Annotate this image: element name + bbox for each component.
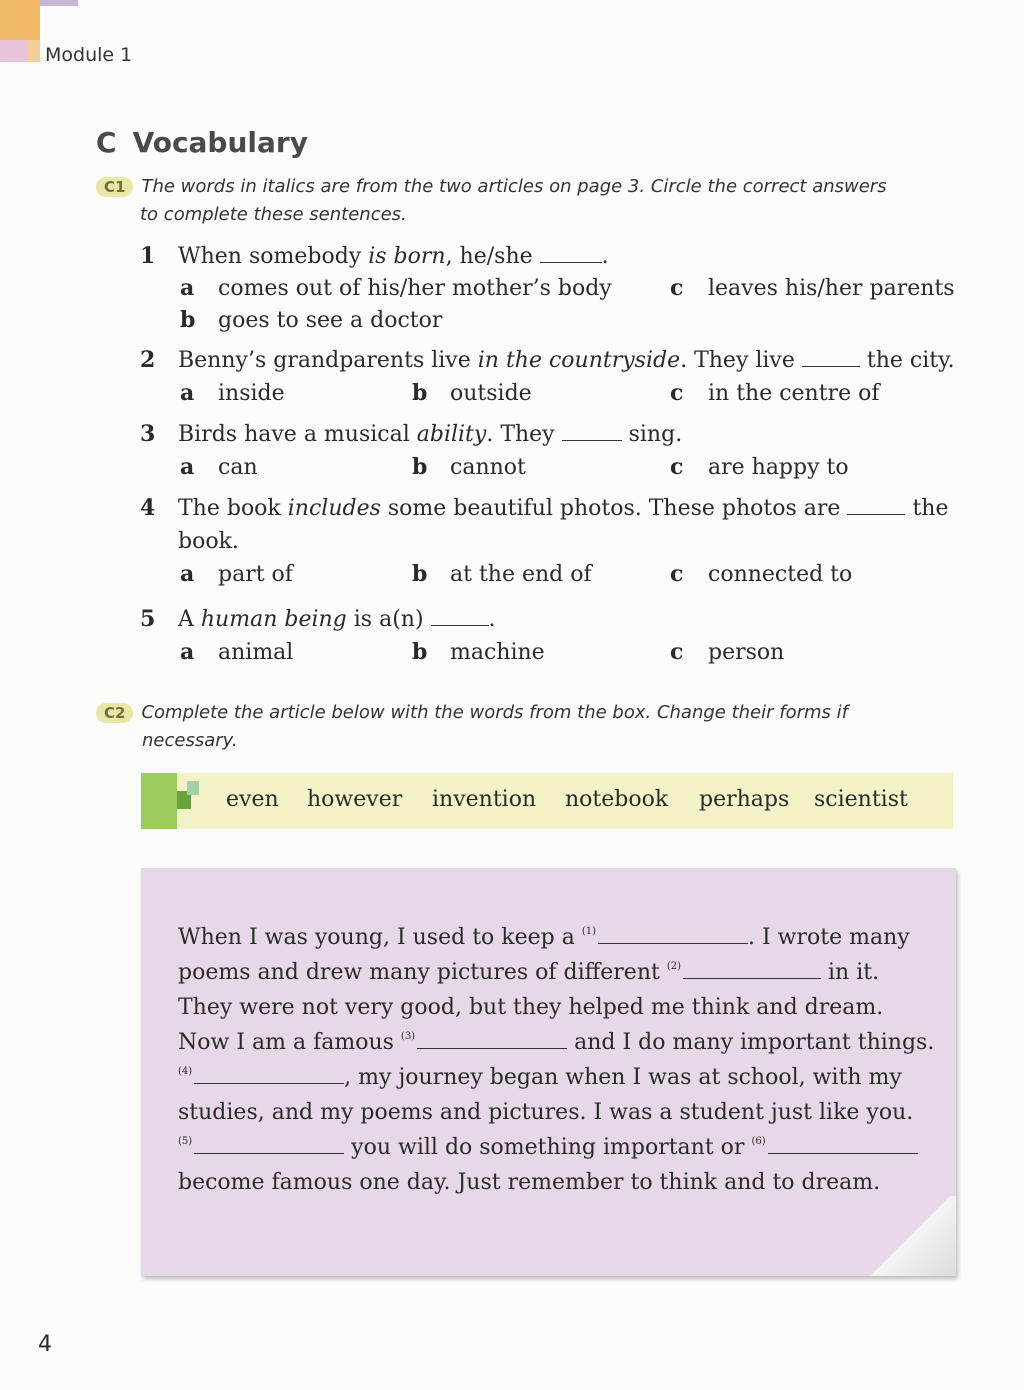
option-text: leaves his/her parents [708,276,955,301]
question-number: 4 [140,495,156,521]
question-text: the [912,496,949,521]
word-box-item: however [307,787,403,812]
blank-number: (3) [400,1031,416,1042]
section-title [96,126,308,159]
option-text: at the end of [450,562,592,587]
word-box-square-icon [187,781,199,795]
question-italic-word: ability [416,422,487,447]
option-3c[interactable] [670,454,849,480]
article-text: poems and drew many pictures of different [178,960,660,985]
question-4 [140,495,948,521]
question-text: Benny’s grandparents live [178,348,478,373]
question-3 [140,421,682,447]
article-blank-3[interactable] [417,1030,567,1049]
question-text: some beautiful photos. These photos are [380,496,841,521]
question-text: . They [486,422,555,447]
c1-instruction-line2: to complete these sentences. [140,204,407,225]
question-italic-word: is born [368,244,446,269]
option-letter: b [412,380,428,406]
question-number: 3 [140,421,156,447]
question-text: is a(n) [346,607,424,632]
c1-badge: C1 [96,177,133,197]
c2-badge: C2 [96,703,133,723]
corner-decoration-light-orange [28,40,40,62]
article-blank-6[interactable] [768,1135,918,1154]
question-5 [140,606,496,632]
option-text: person [708,640,785,665]
article-line: become famous one day. Just remember to think and to dream. [178,1170,881,1195]
article-text: . I wrote many [748,925,910,950]
option-letter: c [670,380,684,406]
question-text: Birds have a musical [178,422,417,447]
article-line: They were not very good, but they helped me think and dream. [178,995,884,1020]
option-5b[interactable] [412,639,545,665]
option-2c[interactable] [670,380,880,406]
article-panel [141,868,956,1276]
option-letter: a [180,639,195,665]
module-label: Module 1 [45,44,133,66]
option-4c[interactable] [670,561,852,587]
question-text: . [601,244,609,269]
question-text: the city. [866,348,955,373]
answer-blank[interactable] [431,607,489,626]
option-letter: c [670,639,684,665]
answer-blank[interactable] [802,348,860,367]
option-text: part of [218,562,293,587]
corner-decoration-pink [0,40,28,62]
article-line [178,925,910,950]
article-text: When I was young, I used to keep a [178,925,575,950]
option-letter: b [180,307,196,333]
question-text: A [178,607,201,632]
option-text: animal [218,640,294,665]
question-2 [140,347,955,373]
option-letter: c [670,561,684,587]
corner-decoration-purple [40,0,78,6]
article-text: and I do many important things. [574,1030,935,1055]
word-box [141,773,953,829]
question-italic-word: in the countryside [477,348,681,373]
article-line [178,1135,918,1160]
page-number: 4 [38,1332,52,1357]
question-4-line2: book. [178,529,239,554]
option-letter: a [180,454,195,480]
option-text: outside [450,381,532,406]
c2-instruction-line2: necessary. [142,730,238,751]
article-text: in it. [828,960,880,985]
option-letter: b [412,561,428,587]
question-text: , he/she [445,244,533,269]
word-box-strip [141,773,177,829]
option-letter: a [180,561,195,587]
word-box-item: even [226,787,279,812]
option-letter: a [180,380,195,406]
word-box-item: scientist [814,787,908,812]
article-blank-2[interactable] [683,960,821,979]
question-number: 1 [140,243,156,269]
option-4b[interactable] [412,561,592,587]
page-curl [866,1196,956,1276]
question-text: sing. [628,422,683,447]
option-text: connected to [708,562,853,587]
option-letter: a [180,275,195,301]
option-4a[interactable] [180,561,293,587]
article-blank-1[interactable] [598,925,748,944]
article-text: Now I am a famous [178,1030,394,1055]
c1-instruction [96,173,887,229]
option-2a[interactable] [180,380,285,406]
option-3b[interactable] [412,454,526,480]
option-letter: c [670,275,684,301]
corner-decoration-orange [0,0,40,40]
option-2b[interactable] [412,380,532,406]
option-text: machine [450,640,545,665]
option-3a[interactable] [180,454,258,480]
article-line [178,1030,934,1055]
blank-number: (6) [751,1136,766,1147]
question-text: The book [178,496,288,521]
option-text: are happy to [708,455,849,480]
article-blank-4[interactable] [194,1065,344,1084]
option-1a[interactable] [180,275,612,301]
option-letter: b [412,639,428,665]
option-5a[interactable] [180,639,293,665]
option-letter: c [670,454,684,480]
article-line [178,960,879,985]
question-number: 2 [140,347,156,373]
option-text: goes to see a doctor [218,308,443,333]
option-letter: b [412,454,428,480]
option-1b[interactable] [180,307,442,333]
answer-blank[interactable] [562,422,622,441]
blank-number: (2) [666,961,682,972]
answer-blank[interactable] [847,496,905,515]
article-text: you will do something important or [351,1135,745,1160]
word-box-item: invention [432,787,537,812]
question-number: 5 [140,606,156,632]
option-text: in the centre of [708,381,880,406]
question-text: . [488,607,496,632]
article-blank-5[interactable] [194,1135,344,1154]
option-text: can [218,455,258,480]
blank-number: (5) [178,1136,193,1147]
article-line [178,1065,902,1090]
question-text: . They live [680,348,795,373]
question-italic-word: human being [200,607,347,632]
article-text: , my journey began when I was at school, with my [344,1065,902,1090]
article-line: studies, and my poems and pictures. I was a student just like you. [178,1100,914,1125]
question-text: When somebody [178,244,369,269]
blank-number: (4) [178,1066,193,1077]
option-text: comes out of his/her mother’s body [218,276,612,301]
answer-blank[interactable] [540,244,602,263]
section-letter: C [96,126,117,159]
question-1 [140,243,609,269]
word-box-item: perhaps [699,787,790,812]
section-name: Vocabulary [132,126,308,159]
option-text: inside [218,381,285,406]
c2-instruction [96,699,848,755]
c2-instruction-line1: Complete the article below with the words from the box. Change their forms if [141,702,848,723]
c1-instruction-line1: The words in italics are from the two articles on page 3. Circle the correct answers [141,176,887,197]
question-italic-word: includes [287,496,381,521]
blank-number: (1) [581,926,597,937]
option-1c[interactable] [670,275,955,301]
option-5c[interactable] [670,639,784,665]
option-text: cannot [450,455,526,480]
word-box-item: notebook [565,787,669,812]
